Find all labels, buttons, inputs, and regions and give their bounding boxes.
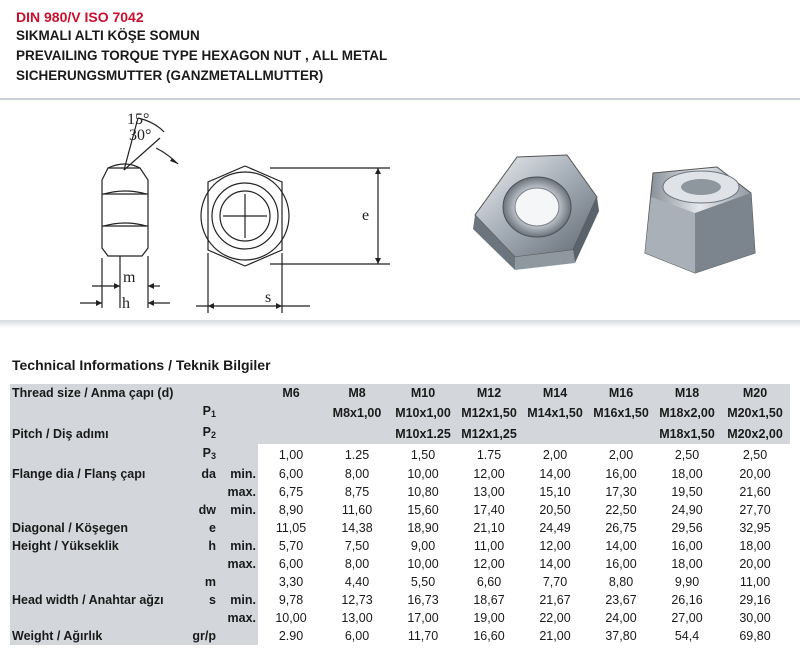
diagonal-row-value: 29,56 xyxy=(654,519,720,537)
head-width-max-row-value: 27,00 xyxy=(654,609,720,627)
height-min-row-label: Height / Yükseklik xyxy=(10,537,188,555)
m-row-qualifier xyxy=(218,573,258,591)
pitch-p2-value: M18x1,50 xyxy=(654,423,720,444)
flange-dw-min-row-value: 24,90 xyxy=(654,501,720,519)
specification-table-body xyxy=(10,384,790,645)
title-english: PREVAILING TORQUE TYPE HEXAGON NUT , ALL METAL xyxy=(16,48,388,63)
thread-size-label: Thread size / Anma çapı (d) xyxy=(10,384,188,402)
height-min-row-value: 5,70 xyxy=(258,537,324,555)
height-max-row-value: 18,00 xyxy=(654,555,720,573)
pitch-p3-value: 1,50 xyxy=(390,444,456,465)
diagonal-row-value: 24,49 xyxy=(522,519,588,537)
dim-h-label: h xyxy=(122,295,130,312)
band-shadow xyxy=(0,320,800,328)
head-width-max-row-value: 22,00 xyxy=(522,609,588,627)
pitch-p1-symbol xyxy=(188,402,218,423)
flange-da-min-row-symbol: da xyxy=(188,465,218,483)
diagonal-row xyxy=(10,519,790,537)
angle-15-label: 15° xyxy=(127,111,150,128)
title-german: SICHERUNGSMUTTER (GANZMETALLMUTTER) xyxy=(16,68,324,83)
weight-row-value: 54,4 xyxy=(654,627,720,645)
weight-row-value: 37,80 xyxy=(588,627,654,645)
flange-dw-min-row-qualifier: min. xyxy=(218,501,258,519)
height-max-row-value: 12,00 xyxy=(456,555,522,573)
document-header xyxy=(16,8,387,86)
m-row xyxy=(10,573,790,591)
flange-da-max-row-value: 13,00 xyxy=(456,483,522,501)
head-width-min-row xyxy=(10,591,790,609)
pitch-p3-value: 2,50 xyxy=(720,444,790,465)
height-max-row-symbol xyxy=(188,555,218,573)
pitch-p1-value: M14x1,50 xyxy=(522,402,588,423)
flange-da-max-row-value: 8,75 xyxy=(324,483,390,501)
pitch-p3-value: 2,00 xyxy=(522,444,588,465)
height-max-row-value: 16,00 xyxy=(588,555,654,573)
height-max-row-value: 20,00 xyxy=(720,555,790,573)
height-min-row-qualifier: min. xyxy=(218,537,258,555)
flange-da-min-row-value: 16,00 xyxy=(588,465,654,483)
weight-row-value: 6,00 xyxy=(324,627,390,645)
weight-row-value: 11,70 xyxy=(390,627,456,645)
pitch-p1-value: M8x1,00 xyxy=(324,402,390,423)
pitch-p3-value: 2,00 xyxy=(588,444,654,465)
pitch-p1-value xyxy=(258,402,324,423)
diagonal-row-value: 21,10 xyxy=(456,519,522,537)
pitch-p3-qualifier xyxy=(218,444,258,465)
diagonal-row-qualifier xyxy=(218,519,258,537)
pitch-p3-row xyxy=(10,444,790,465)
m-row-value: 7,70 xyxy=(522,573,588,591)
m-row-label xyxy=(10,573,188,591)
head-width-min-row-value: 16,73 xyxy=(390,591,456,609)
pitch-p3-symbol xyxy=(188,444,218,465)
technical-drawing xyxy=(60,108,390,318)
flange-dw-min-row-value: 15,60 xyxy=(390,501,456,519)
flange-da-max-row-value: 6,75 xyxy=(258,483,324,501)
height-min-row-value: 11,00 xyxy=(456,537,522,555)
height-min-row-value: 14,00 xyxy=(588,537,654,555)
thread-size-header: M16 xyxy=(588,384,654,402)
flange-da-max-row-value: 17,30 xyxy=(588,483,654,501)
pitch-p2-symbol xyxy=(188,423,218,444)
thread-size-header: M8 xyxy=(324,384,390,402)
head-width-min-row-qualifier: min. xyxy=(218,591,258,609)
head-width-min-row-value: 21,67 xyxy=(522,591,588,609)
height-max-row-value: 10,00 xyxy=(390,555,456,573)
head-width-max-row xyxy=(10,609,790,627)
thread-size-header: M18 xyxy=(654,384,720,402)
head-width-max-row-qualifier: max. xyxy=(218,609,258,627)
flange-da-max-row-symbol xyxy=(188,483,218,501)
pitch-p1-value: M16x1,50 xyxy=(588,402,654,423)
height-min-row xyxy=(10,537,790,555)
pitch-p3-label xyxy=(10,444,188,465)
head-width-min-row-value: 18,67 xyxy=(456,591,522,609)
specification-table xyxy=(10,384,790,645)
title-turkish: SIKMALI ALTI KÖŞE SOMUN xyxy=(16,28,200,43)
header-spacer xyxy=(218,384,258,402)
head-width-max-row-value: 24,00 xyxy=(588,609,654,627)
flange-da-max-row-value: 10,80 xyxy=(390,483,456,501)
pitch-p2-row xyxy=(10,423,790,444)
pitch-p1-qualifier xyxy=(218,402,258,423)
weight-row-symbol: gr/p xyxy=(188,627,218,645)
weight-row-qualifier xyxy=(218,627,258,645)
m-row-value: 4,40 xyxy=(324,573,390,591)
pitch-p2-value: M10x1.25 xyxy=(390,423,456,444)
p-letter: P xyxy=(202,425,211,439)
flange-dw-min-row-label xyxy=(10,501,188,519)
p-letter: P xyxy=(202,404,211,418)
flange-da-min-row-value: 12,00 xyxy=(456,465,522,483)
diagonal-row-value: 14,38 xyxy=(324,519,390,537)
flange-da-max-row-value: 21,60 xyxy=(720,483,790,501)
m-row-value: 11,00 xyxy=(720,573,790,591)
weight-row-label: Weight / Ağırlık xyxy=(10,627,188,645)
pitch-p2-value xyxy=(588,423,654,444)
angle-30-label: 30° xyxy=(129,127,152,144)
flange-da-max-row xyxy=(10,483,790,501)
head-width-max-row-value: 10,00 xyxy=(258,609,324,627)
pitch-p1-label xyxy=(10,402,188,423)
flange-da-min-row-value: 14,00 xyxy=(522,465,588,483)
flange-dw-min-row xyxy=(10,501,790,519)
flange-da-min-row-label: Flange dia / Flanş çapı xyxy=(10,465,188,483)
flange-da-max-row-qualifier: max. xyxy=(218,483,258,501)
m-row-value: 8,80 xyxy=(588,573,654,591)
dim-s-label: s xyxy=(265,289,272,306)
pitch-p3-value: 1.25 xyxy=(324,444,390,465)
pitch-p2-value xyxy=(258,423,324,444)
m-row-value: 3,30 xyxy=(258,573,324,591)
p-letter: P xyxy=(202,446,211,460)
height-max-row-value: 6,00 xyxy=(258,555,324,573)
dim-m-label: m xyxy=(123,269,136,286)
thread-size-header: M6 xyxy=(258,384,324,402)
head-width-min-row-value: 23,67 xyxy=(588,591,654,609)
height-max-row-value: 14,00 xyxy=(522,555,588,573)
height-min-row-value: 12,00 xyxy=(522,537,588,555)
head-width-min-row-value: 29,16 xyxy=(720,591,790,609)
flange-dw-min-row-value: 8,90 xyxy=(258,501,324,519)
pitch-p1-value: M18x2,00 xyxy=(654,402,720,423)
flange-dw-min-row-value: 17,40 xyxy=(456,501,522,519)
thread-size-header: M14 xyxy=(522,384,588,402)
pitch-p1-value: M12x1,50 xyxy=(456,402,522,423)
head-width-min-row-symbol: s xyxy=(188,591,218,609)
m-row-value: 9,90 xyxy=(654,573,720,591)
head-width-min-row-value: 26,16 xyxy=(654,591,720,609)
pitch-p2-value: M20x2,00 xyxy=(720,423,790,444)
flange-da-min-row xyxy=(10,465,790,483)
m-row-value: 6,60 xyxy=(456,573,522,591)
flange-da-min-row-value: 8,00 xyxy=(324,465,390,483)
thread-size-header: M10 xyxy=(390,384,456,402)
flange-dw-min-row-value: 20,50 xyxy=(522,501,588,519)
head-width-max-row-value: 30,00 xyxy=(720,609,790,627)
weight-row-value: 2.90 xyxy=(258,627,324,645)
standard-code: DIN 980/V ISO 7042 xyxy=(16,9,144,25)
thread-size-header: M20 xyxy=(720,384,790,402)
diagonal-row-value: 11,05 xyxy=(258,519,324,537)
pitch-p3-value: 1,00 xyxy=(258,444,324,465)
diagonal-row-value: 18,90 xyxy=(390,519,456,537)
pitch-p2-qualifier xyxy=(218,423,258,444)
height-min-row-value: 16,00 xyxy=(654,537,720,555)
p-index: 1 xyxy=(210,409,216,419)
height-min-row-value: 18,00 xyxy=(720,537,790,555)
diagonal-row-label: Diagonal / Köşegen xyxy=(10,519,188,537)
height-max-row xyxy=(10,555,790,573)
head-width-max-row-symbol xyxy=(188,609,218,627)
flange-da-max-row-value: 15,10 xyxy=(522,483,588,501)
pitch-p1-value: M10x1,00 xyxy=(390,402,456,423)
flange-da-min-row-value: 10,00 xyxy=(390,465,456,483)
nut-photo xyxy=(455,135,775,285)
p-index: 2 xyxy=(210,430,216,440)
head-width-max-row-value: 13,00 xyxy=(324,609,390,627)
technical-info-title: Technical Informations / Teknik Bilgiler xyxy=(12,357,271,373)
p-index: 3 xyxy=(210,451,216,461)
head-width-min-row-value: 9,78 xyxy=(258,591,324,609)
pitch-p1-value: M20x1,50 xyxy=(720,402,790,423)
flange-da-min-row-qualifier: min. xyxy=(218,465,258,483)
flange-da-min-row-value: 18,00 xyxy=(654,465,720,483)
dim-e-label: e xyxy=(362,207,370,224)
pitch-p3-value: 2,50 xyxy=(654,444,720,465)
head-width-max-row-label xyxy=(10,609,188,627)
flange-dw-min-row-value: 27,70 xyxy=(720,501,790,519)
height-max-row-label xyxy=(10,555,188,573)
table-header-row xyxy=(10,384,790,402)
header-spacer xyxy=(188,384,218,402)
pitch-label: Pitch / Diş adımı xyxy=(10,423,188,444)
height-max-row-value: 8,00 xyxy=(324,555,390,573)
flange-da-max-row-label xyxy=(10,483,188,501)
pitch-p1-row xyxy=(10,402,790,423)
flange-da-min-row-value: 6,00 xyxy=(258,465,324,483)
diagonal-row-value: 26,75 xyxy=(588,519,654,537)
pitch-p2-value: M12x1,25 xyxy=(456,423,522,444)
head-width-max-row-value: 19,00 xyxy=(456,609,522,627)
diagonal-row-symbol: e xyxy=(188,519,218,537)
flange-da-max-row-value: 19,50 xyxy=(654,483,720,501)
height-min-row-value: 7,50 xyxy=(324,537,390,555)
pitch-p2-value xyxy=(324,423,390,444)
m-row-value: 5,50 xyxy=(390,573,456,591)
height-min-row-value: 9,00 xyxy=(390,537,456,555)
weight-row xyxy=(10,627,790,645)
weight-row-value: 69,80 xyxy=(720,627,790,645)
weight-row-value: 16,60 xyxy=(456,627,522,645)
flange-dw-min-row-value: 22,50 xyxy=(588,501,654,519)
m-row-symbol: m xyxy=(188,573,218,591)
flange-dw-min-row-value: 11,60 xyxy=(324,501,390,519)
pitch-p3-value: 1.75 xyxy=(456,444,522,465)
diagonal-row-value: 32,95 xyxy=(720,519,790,537)
thread-size-header: M12 xyxy=(456,384,522,402)
head-width-min-row-label: Head width / Anahtar ağzı xyxy=(10,591,188,609)
height-min-row-symbol: h xyxy=(188,537,218,555)
head-width-max-row-value: 17,00 xyxy=(390,609,456,627)
weight-row-value: 21,00 xyxy=(522,627,588,645)
flange-da-min-row-value: 20,00 xyxy=(720,465,790,483)
head-width-min-row-value: 12,73 xyxy=(324,591,390,609)
flange-dw-min-row-symbol: dw xyxy=(188,501,218,519)
pitch-p2-value xyxy=(522,423,588,444)
height-max-row-qualifier: max. xyxy=(218,555,258,573)
